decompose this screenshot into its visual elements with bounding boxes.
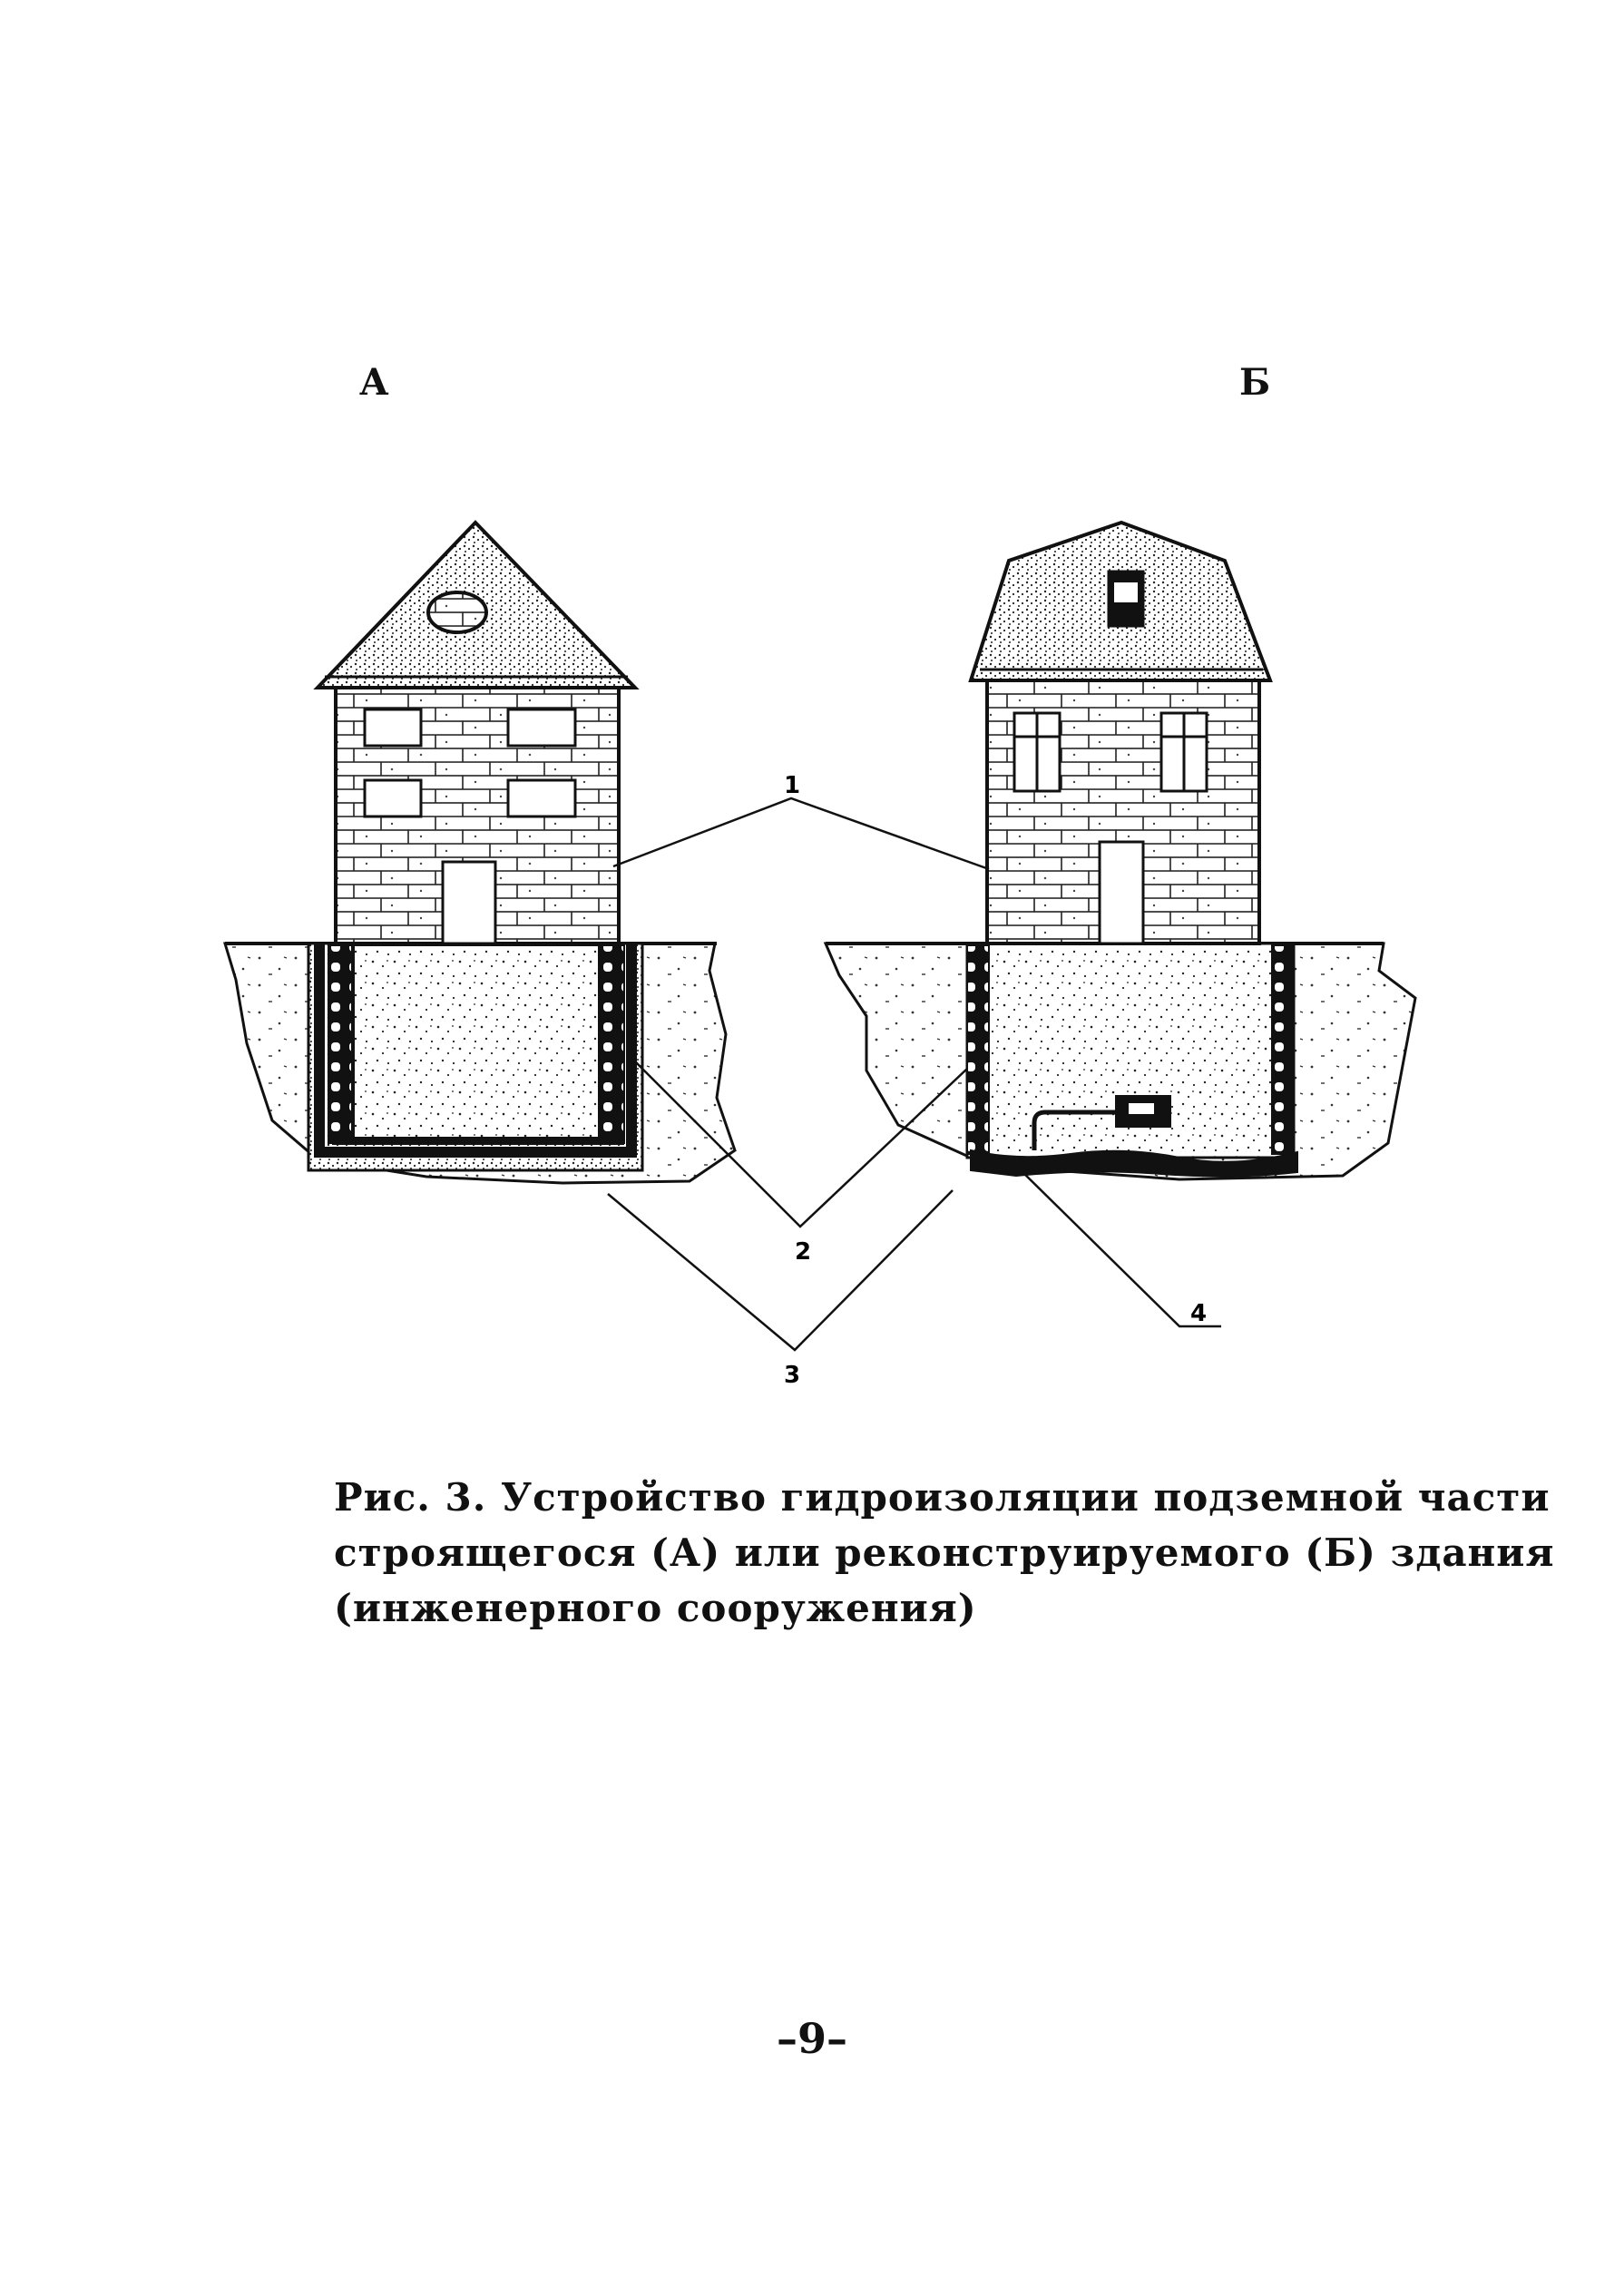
- caption-line-2: строящегося (А) или реконструируемого (Б) здания: [334, 1530, 1555, 1575]
- callout-3: 3: [784, 1362, 801, 1389]
- panel-a-label: А: [359, 361, 389, 404]
- caption-line-3: (инженерного сооружения): [334, 1586, 977, 1630]
- callout-2: 2: [795, 1238, 812, 1266]
- caption-line-1: Рис. 3. Устройство гидроизоляции подземной части: [334, 1475, 1551, 1520]
- figure-caption: [334, 1470, 1555, 1636]
- panel-b-label: Б: [1239, 361, 1271, 404]
- callout-1: 1: [784, 772, 801, 799]
- panel-b-building: [826, 523, 1415, 1179]
- callout-4: 4: [1190, 1300, 1208, 1327]
- page-number: –9–: [776, 2014, 847, 2063]
